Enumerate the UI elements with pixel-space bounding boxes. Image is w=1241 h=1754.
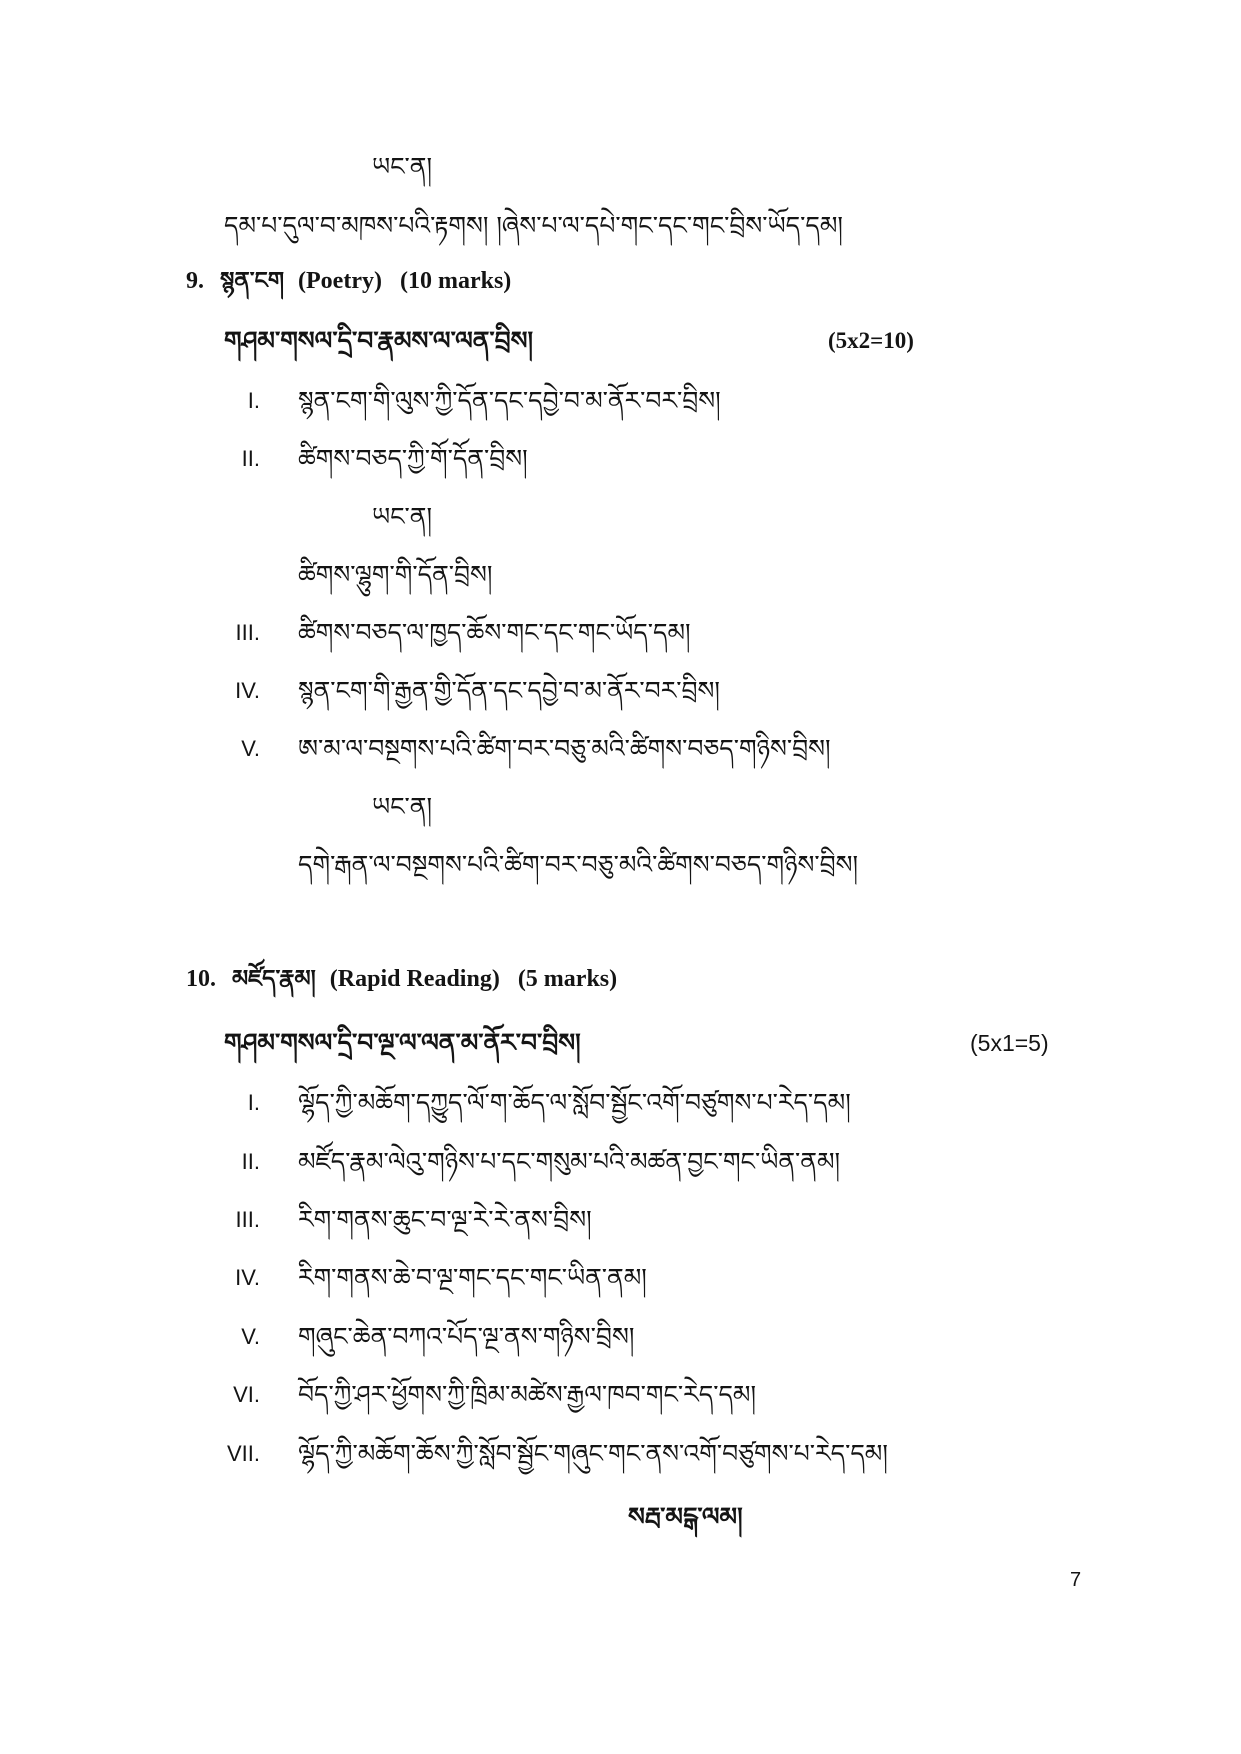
section-10-scheme: (5x1=5) — [970, 1030, 1049, 1056]
item-numeral: V. — [241, 736, 260, 761]
section-9-instruction: གཤམ་གསལ་དྲི་བ་རྣམས་ལ་ལན་བྲིས། — [224, 326, 534, 355]
item-numeral: III. — [235, 1207, 260, 1232]
section-english-title: (Rapid Reading) — [329, 966, 500, 992]
or-label: ཡང་ན། — [372, 152, 433, 181]
list-item: མཛོད་རྣམ་ལེའུ་གཉིས་པ་དང་གསུམ་པའི་མཚན་བྱང་གང་ཡིན་ནམ། — [298, 1147, 841, 1176]
list-item: གཞུང་ཆེན་བཀའ་པོད་ལྔ་ནས་གཉིས་བྲིས། — [298, 1322, 635, 1351]
item-numeral: II. — [241, 446, 260, 471]
list-item: བོད་ཀྱི་ཤར་ཕྱོགས་ཀྱི་ཁྲིམ་མཚེས་རྒྱལ་ཁབ་གང་རེད་དམ། — [298, 1380, 757, 1409]
section-number: 9. — [186, 268, 204, 294]
item-numeral: II. — [241, 1149, 260, 1174]
list-item: ཨ་མ་ལ་བསྔགས་པའི་ཚིག་བར་བཅུ་མའི་ཚིགས་བཅད་གཉིས་བྲིས། — [298, 734, 831, 763]
item-numeral: VII. — [226, 1441, 260, 1466]
section-marks: (5 marks) — [517, 966, 618, 992]
list-item: ལྷོད་ཀྱི་མཆོག་དཀྱུད་ལོ་ག་ཆོད་ལ་སློབ་སྦྱོང་འགོ་བཙུགས་པ་རེད་དམ། — [298, 1088, 851, 1117]
section-marks: (10 marks) — [399, 268, 512, 294]
closing-line: སརྦ་མངྒ་ལམ། — [628, 1502, 743, 1531]
item-numeral: III. — [235, 620, 260, 645]
section-tibetan-title: མཛོད་རྣམ། — [232, 966, 316, 992]
section-9-scheme: (5x2=10) — [828, 328, 914, 353]
list-item: སྙན་ངག་གི་ལུས་ཀྱི་དོན་དང་དབྱེ་བ་མ་ནོར་བར་བྲིས། — [298, 386, 721, 415]
question-line: དམ་པ་དུལ་བ་མཁས་པའི་རྟགས། །ཞེས་པ་ལ་དཔེ་གང་དང་གང་བྲིས་ཡོད་དམ། — [224, 211, 843, 240]
page-number: 7 — [1070, 1569, 1082, 1591]
item-numeral: IV. — [235, 1265, 260, 1290]
section-number: 10. — [186, 966, 216, 992]
section-tibetan-title: སྙན་ངག — [220, 268, 285, 294]
item-numeral: VI. — [233, 1382, 260, 1407]
item-numeral: I. — [247, 388, 260, 413]
section-9-heading — [186, 264, 511, 298]
section-10-instruction: གཤམ་གསལ་དྲི་བ་ལྔ་ལ་ལན་མ་ནོར་བ་བྲིས། — [224, 1028, 581, 1057]
list-item: དགེ་རྒན་ལ་བསྔགས་པའི་ཚིག་བར་བཅུ་མའི་ཚིགས་བཅད་གཉིས་བྲིས། — [298, 850, 859, 879]
list-item: ཚིགས་ལྷུག་གི་དོན་བྲིས། — [298, 560, 493, 589]
list-item: ཚིགས་བཅད་ལ་ཁྱད་ཆོས་གང་དང་གང་ཡོད་དམ། — [298, 618, 691, 647]
list-item: ལྷོད་ཀྱི་མཆོག་ཆོས་ཀྱི་སློབ་སྦྱོང་གཞུང་གང་ནས་འགོ་བཙུགས་པ་རེད་དམ། — [298, 1439, 888, 1468]
item-numeral: IV. — [235, 678, 260, 703]
section-english-title: (Poetry) — [298, 268, 382, 294]
or-label: ཡང་ན། — [372, 792, 433, 821]
list-item: རིག་གནས་ཆེ་བ་ལྔ་གང་དང་གང་ཡིན་ནམ། — [298, 1263, 647, 1292]
section-10-heading — [186, 962, 617, 996]
list-item: རིག་གནས་ཆུང་བ་ལྔ་རེ་རེ་ནས་བྲིས། — [298, 1205, 592, 1234]
item-numeral: V. — [241, 1324, 260, 1349]
or-label: ཡང་ན། — [372, 502, 433, 531]
item-numeral: I. — [247, 1090, 260, 1115]
list-item: ཚིགས་བཅད་ཀྱི་གོ་དོན་བྲིས། — [298, 444, 528, 473]
list-item: སྙན་ངག་གི་རྒྱན་གྱི་དོན་དང་དབྱེ་བ་མ་ནོར་བར་བྲིས། — [298, 676, 720, 705]
